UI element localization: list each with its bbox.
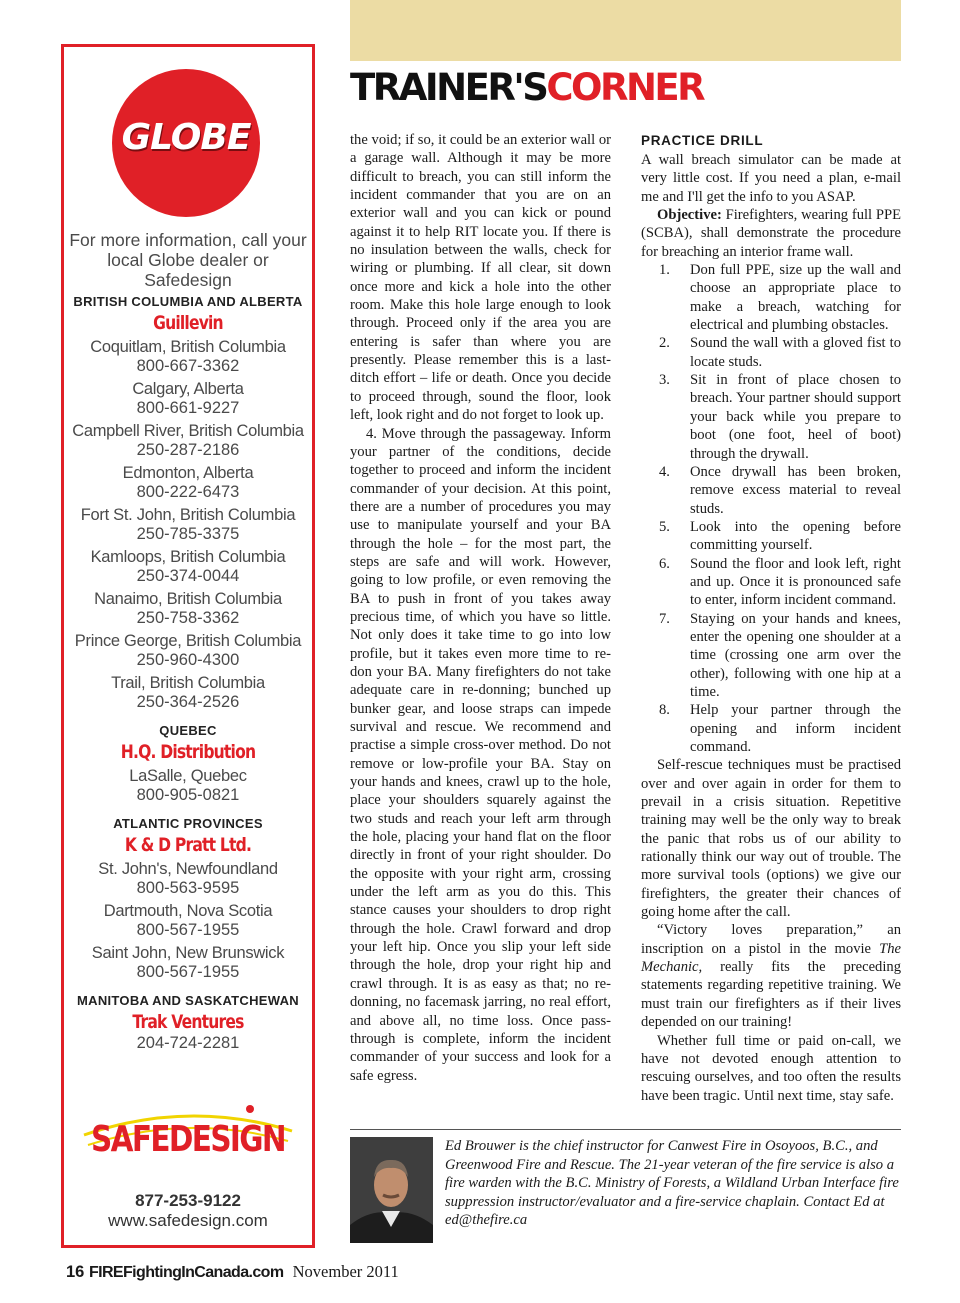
dealer-city: Coquitlam, British Columbia bbox=[90, 338, 286, 356]
dealer-phone: 800-567-1955 bbox=[136, 963, 240, 981]
page-footer bbox=[66, 1262, 399, 1283]
list-item bbox=[641, 463, 901, 518]
step-text: Look into the opening before committing yourself. bbox=[690, 518, 901, 554]
list-item bbox=[641, 610, 901, 702]
quote-text: “Victory loves preparation,” an inscription on a pistol in the movie bbox=[641, 922, 901, 957]
header-color-bar bbox=[350, 0, 901, 61]
dealer-city: Prince George, British Columbia bbox=[74, 632, 302, 650]
objective-label: Objective: bbox=[657, 207, 722, 224]
region-heading: QUEBEC bbox=[159, 723, 217, 738]
dealer-phone: 250-758-3362 bbox=[136, 609, 240, 627]
dealer-city: Kamloops, British Columbia bbox=[90, 548, 286, 566]
dealer-phone: 250-364-2526 bbox=[136, 693, 240, 711]
step-number: 7. bbox=[659, 610, 670, 627]
ad-info-line: local Globe dealer or Safedesign bbox=[107, 250, 269, 290]
safedesign-website: www.safedesign.com bbox=[108, 1211, 268, 1230]
article-paragraph: 4. Move through the passageway. Inform your partner of the conditions, decide together to proceed and inform the incident commander of your decision. At this point, there are a number of procedures you may use to manipulate yourself and your BA through the hole – for the most part, the steps are safe and will work. However, going to low profile, or even removing the BA to push in front of you takes away precious time, of which you have so little. Not only does it take time to go into low profile, but it takes even more time to re-don your BA. Many firefighters do not take adequate care in re-donning; bunched up bunker gear, and loose straps can impede survival and rescue. We recommend and practise a simple cross-over method. Do not remove or low-profile your BA. Stay on your hands and knees, crawl up to the hole, place your shoulders squarely against the two studs and reach your left arm through the hole, placing your hand flat on the floor directly in front of your right shoulder. Do the opposite with your right arm, crossing under the left arm as you do this. This stance causes your shoulders to drop right through the hole. Crawl forward and drop your left hip. Once you slip your left side through the hole, drop your right hip and crawl through. It is as easy as that; no re-donning, no facemask jarring, no real effort, and above all, no time loss. Once pass-through is complete, inform the incident commander of your success and look for a safe egress. bbox=[350, 425, 611, 1084]
dealer-city: Fort St. John, British Columbia bbox=[80, 506, 296, 524]
bio-divider bbox=[350, 1129, 901, 1130]
quote-text-end: really fits the preceding statements regarding repetitive training. We must train our firefighters as if their lives depended on our training! bbox=[641, 959, 901, 1031]
ad-info-text bbox=[64, 230, 312, 290]
dealer-city: Saint John, New Brunswick bbox=[91, 944, 285, 962]
dealer-phone: 800-563-9595 bbox=[136, 879, 240, 897]
dealer-city: St. John's, Newfoundland bbox=[98, 860, 278, 878]
dealer-phone: 800-661-9227 bbox=[136, 399, 240, 417]
page-number: 16 bbox=[66, 1263, 85, 1281]
globe-logo-text: GLOBE bbox=[121, 117, 251, 158]
article-column-1 bbox=[350, 131, 611, 1085]
issue-date: November 2011 bbox=[292, 1262, 399, 1281]
dealer-name: K & D Pratt Ltd. bbox=[124, 834, 252, 856]
dealer-city: Trail, British Columbia bbox=[111, 674, 265, 692]
list-item bbox=[641, 334, 901, 371]
dealer-name: Guillevin bbox=[153, 312, 223, 334]
step-number: 2. bbox=[659, 335, 670, 352]
step-number: 3. bbox=[659, 372, 670, 389]
step-number: 5. bbox=[659, 518, 670, 535]
movie-title: The Mechanic, bbox=[641, 940, 901, 976]
dealer-phone: 250-374-0044 bbox=[136, 567, 240, 585]
dealer-phone: 250-287-2186 bbox=[136, 441, 240, 459]
publication-name: FIREFightingInCanada.com bbox=[88, 1264, 284, 1281]
list-item bbox=[641, 261, 901, 334]
dealer-phone: 800-222-6473 bbox=[136, 483, 240, 501]
practice-drill-heading: PRACTICE DRILL bbox=[641, 133, 764, 148]
step-text: Help your partner through the opening and inform incident command. bbox=[690, 702, 901, 755]
dealer-city: Nanaimo, British Columbia bbox=[94, 590, 282, 608]
dealer-city: Dartmouth, Nova Scotia bbox=[103, 902, 273, 920]
step-number: 1. bbox=[659, 262, 670, 279]
dealer-city: Edmonton, Alberta bbox=[122, 464, 254, 482]
safedesign-logo: SAFEDESIGN bbox=[91, 1119, 285, 1160]
region-heading: MANITOBA AND SASKATCHEWAN bbox=[77, 993, 299, 1008]
author-photo bbox=[350, 1137, 433, 1243]
author-bio: Ed Brouwer is the chief instructor for Canwest Fire in Osoyoos, B.C., and Greenwood Fire and Rescue. The 21-year veteran of the fire service is also a fire warden with the B.C. Ministry of Forests, a Wildland Urban Interface fire suppression instructor/evaluator and a fire-service chaplain. Contact Ed at ed@thefire.ca bbox=[445, 1138, 899, 1229]
step-text: Sit in front of place chosen to breach. Your partner should support your back while you prepare to boot (one foot, heel of boot) through the drywall. bbox=[690, 372, 901, 462]
page-title bbox=[350, 64, 703, 112]
article-paragraph: Whether full time or paid on-call, we have not devoted enough attention to rescuing ourselves, and too often the results have been tragic. Until next time, stay safe. bbox=[641, 1032, 901, 1104]
region-heading: BRITISH COLUMBIA AND ALBERTA bbox=[73, 294, 303, 309]
article-paragraph: Self-rescue techniques must be practised over and over again in order for them to prevail in a crisis situation. Repetitive training may well be the only way to break the panic that robs us of our ability to rationally think our way out of trouble. The more survival tools (options) we give our firefighters, the greater their chances of going home after the call. bbox=[641, 757, 901, 921]
dealer-name: H.Q. Distribution bbox=[120, 741, 256, 763]
step-text: Once drywall has been broken, remove excess material to reveal studs. bbox=[690, 463, 901, 517]
safedesign-phone: 877-253-9122 bbox=[135, 1191, 241, 1210]
objective-text: Firefighters, wearing full PPE (SCBA), shall demonstrate the procedure for breaching an interior frame wall. bbox=[641, 207, 901, 260]
dealer-phone: 800-667-3362 bbox=[136, 357, 240, 375]
list-item bbox=[641, 518, 901, 555]
dealer-city: Campbell River, British Columbia bbox=[72, 422, 304, 440]
article-column-2 bbox=[641, 131, 901, 1105]
ad-info-line: For more information, call your bbox=[69, 230, 307, 250]
dealer-phone: 204-724-2281 bbox=[136, 1034, 240, 1052]
dealer-city: Calgary, Alberta bbox=[132, 380, 244, 398]
globe-advertisement bbox=[61, 44, 315, 1248]
dealer-phone: 800-905-0821 bbox=[136, 786, 240, 804]
article-paragraph bbox=[641, 921, 901, 1031]
region-heading: ATLANTIC PROVINCES bbox=[113, 816, 263, 831]
article-paragraph: the void; if so, it could be an exterior wall or a garage wall. Although it may be more difficult to breach, you can still inform the incident commander that you are on an exterior wall and you can kick or pound against it to help RIT locate you. If there is no insulation between the walls, check for wiring or plumbing. If all clear, sit down once more and kick a hole into the other room. Make this hole large enough to look through. Proceed only if the area you are entering is safer than where you are presently. Please remember this is a last-ditch effort – life or death. Once you decide to proceed through, sound the floor, look left, look right and do not forget to look up. bbox=[350, 132, 611, 424]
list-item bbox=[641, 555, 901, 610]
step-text: Don full PPE, size up the wall and choose an appropriate place to make a breach, watching for electrical and plumbing obstacles. bbox=[690, 262, 901, 334]
dealer-phone: 800-567-1955 bbox=[136, 921, 240, 939]
list-item bbox=[641, 371, 901, 463]
dealer-city: LaSalle, Quebec bbox=[129, 767, 247, 785]
dealer-list bbox=[64, 283, 312, 1057]
list-item bbox=[641, 701, 901, 756]
drill-intro: A wall breach simulator can be made at very little cost. If you need a plan, e-mail me and I'll get the info to you ASAP. bbox=[641, 152, 901, 205]
step-number: 4. bbox=[659, 463, 670, 480]
step-number: 8. bbox=[659, 702, 670, 719]
title-trainers: TRAINER'S bbox=[350, 66, 547, 109]
title-corner: CORNER bbox=[546, 66, 704, 109]
step-number: 6. bbox=[659, 555, 670, 572]
globe-logo bbox=[112, 69, 260, 217]
dealer-name: Trak Ventures bbox=[132, 1011, 244, 1033]
drill-steps bbox=[641, 261, 901, 756]
dealer-phone: 250-785-3375 bbox=[136, 525, 240, 543]
drill-objective bbox=[641, 206, 901, 261]
step-text: Sound the wall with a gloved fist to locate studs. bbox=[690, 335, 901, 370]
dealer-phone: 250-960-4300 bbox=[136, 651, 240, 669]
step-text: Sound the floor and look left, right and up. Once it is pronounced safe to enter, inform incident command. bbox=[690, 555, 901, 609]
step-text: Staying on your hands and knees, enter the opening one shoulder at a time (crossing one arm over the other), following with one hip at a time. bbox=[690, 610, 901, 700]
author-portrait-icon bbox=[350, 1137, 433, 1243]
